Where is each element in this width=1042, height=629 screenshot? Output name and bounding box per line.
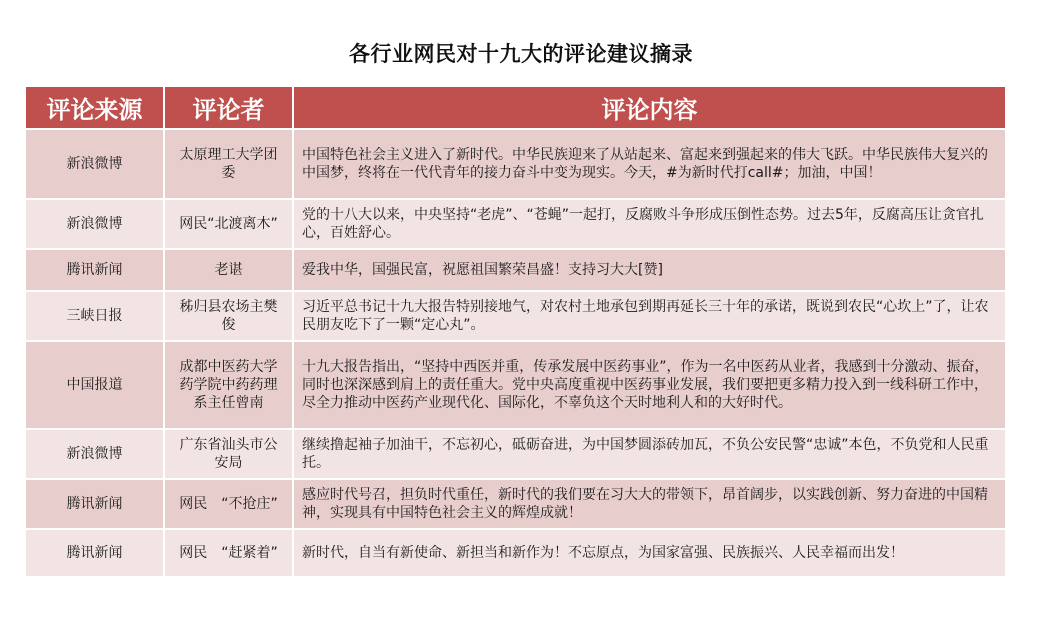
author-cell: 成都中医药大学药学院中药药理系主任曾南 bbox=[164, 341, 293, 429]
table-row bbox=[26, 249, 1006, 291]
table-row bbox=[26, 529, 1006, 577]
table-row bbox=[26, 129, 1006, 199]
author-cell: 网民 “不抢庄” bbox=[164, 479, 293, 529]
content-cell: 爱我中华，国强民富，祝愿祖国繁荣昌盛！支持习大大[赞] bbox=[293, 249, 1006, 291]
source-cell: 腾讯新闻 bbox=[26, 249, 164, 291]
table-row bbox=[26, 341, 1006, 429]
column-header-source: 评论来源 bbox=[26, 87, 164, 129]
table-row bbox=[26, 291, 1006, 341]
content-cell: 新时代，自当有新使命、新担当和新作为！不忘原点，为国家富强、民族振兴、人民幸福而出发！ bbox=[293, 529, 1006, 577]
column-header-author: 评论者 bbox=[164, 87, 293, 129]
source-cell: 新浪微博 bbox=[26, 429, 164, 479]
author-cell: 太原理工大学团委 bbox=[164, 129, 293, 199]
source-cell: 新浪微博 bbox=[26, 129, 164, 199]
author-cell: 老谌 bbox=[164, 249, 293, 291]
author-cell: 广东省汕头市公安局 bbox=[164, 429, 293, 479]
content-cell: 习近平总书记十九大报告特别接地气，对农村土地承包到期再延长三十年的承诺，既说到农民“心坎上”了，让农民朋友吃下了一颗“定心丸”。 bbox=[293, 291, 1006, 341]
source-cell: 中国报道 bbox=[26, 341, 164, 429]
source-cell: 三峡日报 bbox=[26, 291, 164, 341]
content-cell: 感应时代号召，担负时代重任，新时代的我们要在习大大的带领下，昂首阔步，以实践创新、努力奋进的中国精神，实现具有中国特色社会主义的辉煌成就！ bbox=[293, 479, 1006, 529]
source-cell: 新浪微博 bbox=[26, 199, 164, 249]
table-row bbox=[26, 479, 1006, 529]
source-cell: 腾讯新闻 bbox=[26, 479, 164, 529]
content-cell: 十九大报告指出，“坚持中西医并重，传承发展中医药事业”，作为一名中医药从业者，我感到十分激动、振奋，同时也深深感到肩上的责任重大。党中央高度重视中医药事业发展，我们要把更多精力投入到一线科研工作中，尽全力推动中医药产业现代化、国际化，不辜负这个天时地利人和的大好时代。 bbox=[293, 341, 1006, 429]
author-cell: 秭归县农场主樊俊 bbox=[164, 291, 293, 341]
column-header-content: 评论内容 bbox=[293, 87, 1006, 129]
content-cell: 继续撸起袖子加油干，不忘初心，砥砺奋进，为中国梦圆添砖加瓦，不负公安民警“忠诚”本色，不负党和人民重托。 bbox=[293, 429, 1006, 479]
author-cell: 网民“北渡离木” bbox=[164, 199, 293, 249]
table-header-row bbox=[26, 87, 1006, 129]
table-row bbox=[26, 199, 1006, 249]
table-row bbox=[26, 429, 1006, 479]
page-title: 各行业网民对十九大的评论建议摘录 bbox=[349, 42, 693, 66]
content-cell: 党的十八大以来，中央坚持“老虎”、“苍蝇”一起打，反腐败斗争形成压倒性态势。过去5年，反腐高压让贪官扎心，百姓舒心。 bbox=[293, 199, 1006, 249]
comments-table bbox=[26, 87, 1007, 578]
content-cell: 中国特色社会主义进入了新时代。中华民族迎来了从站起来、富起来到强起来的伟大飞跃。中华民族伟大复兴的中国梦，终将在一代代青年的接力奋斗中变为现实。今天，#为新时代打call#；加油，中国！ bbox=[293, 129, 1006, 199]
author-cell: 网民 “赶紧着” bbox=[164, 529, 293, 577]
source-cell: 腾讯新闻 bbox=[26, 529, 164, 577]
